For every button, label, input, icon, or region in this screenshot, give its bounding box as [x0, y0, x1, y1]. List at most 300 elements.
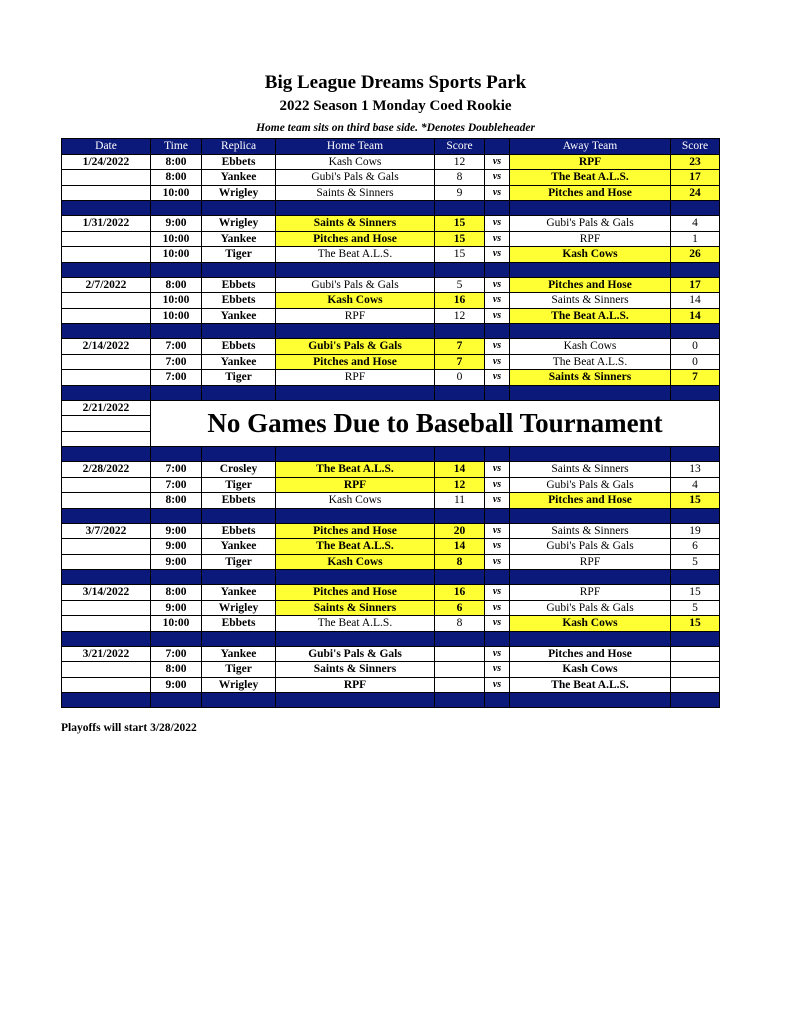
game-row [62, 662, 720, 678]
date-cell [62, 477, 151, 493]
col-away-header: Away Team [510, 139, 671, 155]
date-cell [62, 170, 151, 186]
separator-cell [510, 201, 671, 216]
away-team-cell: Kash Cows [510, 616, 671, 632]
separator-cell [671, 262, 720, 277]
date-cell: 2/7/2022 [62, 277, 151, 293]
separator-cell [485, 447, 510, 462]
game-row [62, 216, 720, 232]
replica-cell: Ebbets [202, 339, 276, 355]
vs-cell: vs [485, 293, 510, 309]
time-cell: 8:00 [151, 662, 202, 678]
game-row [62, 185, 720, 201]
separator-cell [276, 201, 435, 216]
separator-cell [62, 447, 151, 462]
time-cell: 8:00 [151, 585, 202, 601]
home-score-cell: 14 [435, 462, 485, 478]
home-score-cell: 16 [435, 585, 485, 601]
separator-cell [485, 508, 510, 523]
game-row [62, 154, 720, 170]
date-cell: 3/14/2022 [62, 585, 151, 601]
vs-cell: vs [485, 523, 510, 539]
page-subtitle: 2022 Season 1 Monday Coed Rookie [279, 98, 512, 114]
game-row [62, 247, 720, 263]
home-score-cell: 8 [435, 616, 485, 632]
date-cell [62, 600, 151, 616]
home-team-cell: Saints & Sinners [276, 600, 435, 616]
replica-cell: Tiger [202, 662, 276, 678]
separator-cell [485, 631, 510, 646]
time-cell: 8:00 [151, 170, 202, 186]
separator-cell [485, 201, 510, 216]
home-team-cell: Kash Cows [276, 154, 435, 170]
vs-cell: vs [485, 677, 510, 693]
game-row [62, 339, 720, 355]
home-team-cell: RPF [276, 308, 435, 324]
away-team-cell: Pitches and Hose [510, 185, 671, 201]
vs-cell: vs [485, 646, 510, 662]
vs-cell: vs [485, 308, 510, 324]
home-score-cell: 8 [435, 554, 485, 570]
home-team-cell: Gubi's Pals & Gals [276, 646, 435, 662]
home-score-cell: 12 [435, 154, 485, 170]
separator-cell [485, 262, 510, 277]
away-team-cell: The Beat A.L.S. [510, 170, 671, 186]
away-team-cell: Pitches and Hose [510, 277, 671, 293]
replica-cell: Wrigley [202, 677, 276, 693]
schedule-table [61, 138, 720, 708]
separator-cell [62, 201, 151, 216]
date-cell [62, 247, 151, 263]
separator-cell [435, 201, 485, 216]
vs-cell: vs [485, 554, 510, 570]
separator-cell [276, 631, 435, 646]
replica-cell: Ebbets [202, 277, 276, 293]
home-score-cell: 15 [435, 216, 485, 232]
home-team-cell: Pitches and Hose [276, 523, 435, 539]
away-team-cell: The Beat A.L.S. [510, 308, 671, 324]
week-separator [62, 570, 720, 585]
time-cell: 7:00 [151, 477, 202, 493]
game-row [62, 554, 720, 570]
col-away-score-header: Score [671, 139, 720, 155]
home-team-cell: The Beat A.L.S. [276, 462, 435, 478]
home-score-cell: 16 [435, 293, 485, 309]
time-cell: 10:00 [151, 293, 202, 309]
away-team-cell: RPF [510, 154, 671, 170]
separator-cell [435, 447, 485, 462]
vs-cell: vs [485, 662, 510, 678]
time-cell: 9:00 [151, 216, 202, 232]
separator-cell [151, 262, 202, 277]
time-cell: 9:00 [151, 677, 202, 693]
separator-cell [435, 570, 485, 585]
home-score-cell: 0 [435, 370, 485, 386]
separator-cell [435, 508, 485, 523]
replica-cell: Ebbets [202, 154, 276, 170]
week-separator [62, 262, 720, 277]
week-separator [62, 201, 720, 216]
replica-cell: Ebbets [202, 493, 276, 509]
away-team-cell: Pitches and Hose [510, 493, 671, 509]
home-score-cell: 20 [435, 523, 485, 539]
away-team-cell: Saints & Sinners [510, 462, 671, 478]
separator-cell [510, 324, 671, 339]
vs-cell: vs [485, 585, 510, 601]
time-cell: 7:00 [151, 462, 202, 478]
separator-cell [435, 693, 485, 708]
away-score-cell: 0 [671, 339, 720, 355]
date-cell: 2/21/2022 [62, 400, 151, 416]
game-row [62, 370, 720, 386]
separator-cell [510, 631, 671, 646]
away-score-cell: 17 [671, 277, 720, 293]
vs-cell: vs [485, 154, 510, 170]
away-team-cell: RPF [510, 585, 671, 601]
page-note: Home team sits on third base side. *Denotes Doubleheader [256, 122, 535, 134]
separator-cell [671, 631, 720, 646]
page-title: Big League Dreams Sports Park [264, 72, 527, 93]
separator-cell [202, 631, 276, 646]
separator-cell [151, 693, 202, 708]
separator-cell [151, 631, 202, 646]
away-score-cell: 19 [671, 523, 720, 539]
game-row [62, 646, 720, 662]
date-cell: 2/14/2022 [62, 339, 151, 355]
time-cell: 7:00 [151, 354, 202, 370]
col-time-header: Time [151, 139, 202, 155]
separator-cell [485, 693, 510, 708]
replica-cell: Yankee [202, 539, 276, 555]
separator-cell [671, 324, 720, 339]
home-team-cell: Saints & Sinners [276, 662, 435, 678]
away-score-cell: 14 [671, 293, 720, 309]
vs-cell: vs [485, 216, 510, 232]
separator-cell [62, 693, 151, 708]
date-cell: 3/21/2022 [62, 646, 151, 662]
empty-date-cell [62, 416, 151, 432]
separator-cell [671, 447, 720, 462]
vs-cell: vs [485, 354, 510, 370]
home-score-cell: 14 [435, 539, 485, 555]
replica-cell: Crosley [202, 462, 276, 478]
separator-cell [62, 570, 151, 585]
home-score-cell [435, 677, 485, 693]
replica-cell: Yankee [202, 646, 276, 662]
week-separator [62, 631, 720, 646]
replica-cell: Ebbets [202, 523, 276, 539]
away-score-cell: 7 [671, 370, 720, 386]
home-score-cell: 7 [435, 354, 485, 370]
home-team-cell: RPF [276, 677, 435, 693]
home-score-cell: 7 [435, 339, 485, 355]
replica-cell: Wrigley [202, 600, 276, 616]
vs-cell: vs [485, 231, 510, 247]
away-score-cell: 4 [671, 216, 720, 232]
vs-cell: vs [485, 370, 510, 386]
separator-cell [276, 262, 435, 277]
vs-cell: vs [485, 477, 510, 493]
date-cell: 2/28/2022 [62, 462, 151, 478]
date-cell [62, 539, 151, 555]
vs-cell: vs [485, 170, 510, 186]
schedule-grid [61, 138, 719, 708]
home-team-cell: RPF [276, 477, 435, 493]
replica-cell: Yankee [202, 354, 276, 370]
home-team-cell: Saints & Sinners [276, 216, 435, 232]
time-cell: 8:00 [151, 277, 202, 293]
time-cell: 10:00 [151, 185, 202, 201]
away-team-cell: Kash Cows [510, 247, 671, 263]
col-home-score-header: Score [435, 139, 485, 155]
away-score-cell: 23 [671, 154, 720, 170]
separator-cell [435, 385, 485, 400]
home-score-cell: 15 [435, 247, 485, 263]
separator-cell [151, 201, 202, 216]
game-row [62, 585, 720, 601]
away-score-cell: 1 [671, 231, 720, 247]
separator-cell [276, 693, 435, 708]
time-cell: 9:00 [151, 600, 202, 616]
time-cell: 10:00 [151, 247, 202, 263]
game-row [62, 523, 720, 539]
away-team-cell: Gubi's Pals & Gals [510, 539, 671, 555]
away-score-cell [671, 646, 720, 662]
separator-cell [485, 385, 510, 400]
replica-cell: Wrigley [202, 185, 276, 201]
replica-cell: Tiger [202, 247, 276, 263]
away-team-cell: Gubi's Pals & Gals [510, 216, 671, 232]
col-vs-header [485, 139, 510, 155]
separator-cell [151, 447, 202, 462]
separator-cell [202, 262, 276, 277]
replica-cell: Tiger [202, 554, 276, 570]
date-cell [62, 354, 151, 370]
separator-cell [202, 508, 276, 523]
separator-cell [510, 508, 671, 523]
separator-cell [671, 693, 720, 708]
replica-cell: Ebbets [202, 616, 276, 632]
replica-cell: Yankee [202, 308, 276, 324]
replica-cell: Yankee [202, 170, 276, 186]
away-score-cell: 4 [671, 477, 720, 493]
away-team-cell: Kash Cows [510, 662, 671, 678]
date-cell [62, 185, 151, 201]
vs-cell: vs [485, 462, 510, 478]
empty-date-cell [62, 431, 151, 447]
date-cell: 3/7/2022 [62, 523, 151, 539]
date-cell [62, 231, 151, 247]
home-team-cell: The Beat A.L.S. [276, 247, 435, 263]
week-separator [62, 693, 720, 708]
game-row [62, 600, 720, 616]
schedule-body [62, 154, 720, 708]
date-cell: 1/24/2022 [62, 154, 151, 170]
game-row [62, 462, 720, 478]
separator-cell [435, 262, 485, 277]
home-score-cell: 5 [435, 277, 485, 293]
separator-cell [202, 447, 276, 462]
separator-cell [276, 324, 435, 339]
separator-cell [276, 508, 435, 523]
away-team-cell: Saints & Sinners [510, 370, 671, 386]
vs-cell: vs [485, 539, 510, 555]
home-score-cell: 12 [435, 308, 485, 324]
week-separator [62, 447, 720, 462]
separator-cell [151, 385, 202, 400]
away-score-cell [671, 662, 720, 678]
away-score-cell: 13 [671, 462, 720, 478]
separator-cell [435, 324, 485, 339]
vs-cell: vs [485, 616, 510, 632]
separator-cell [671, 570, 720, 585]
date-cell [62, 308, 151, 324]
separator-cell [151, 324, 202, 339]
home-score-cell: 9 [435, 185, 485, 201]
replica-cell: Wrigley [202, 216, 276, 232]
away-team-cell: RPF [510, 554, 671, 570]
away-score-cell: 6 [671, 539, 720, 555]
game-row [62, 493, 720, 509]
game-row [62, 539, 720, 555]
separator-cell [485, 570, 510, 585]
home-team-cell: Pitches and Hose [276, 354, 435, 370]
separator-cell [151, 570, 202, 585]
no-games-row [62, 400, 720, 416]
home-team-cell: Pitches and Hose [276, 585, 435, 601]
vs-cell: vs [485, 247, 510, 263]
date-cell: 1/31/2022 [62, 216, 151, 232]
separator-cell [62, 385, 151, 400]
away-team-cell: Saints & Sinners [510, 293, 671, 309]
game-row [62, 477, 720, 493]
separator-cell [276, 570, 435, 585]
home-team-cell: RPF [276, 370, 435, 386]
vs-cell: vs [485, 277, 510, 293]
separator-cell [510, 262, 671, 277]
separator-cell [671, 508, 720, 523]
separator-cell [276, 447, 435, 462]
away-team-cell: Pitches and Hose [510, 646, 671, 662]
home-score-cell: 11 [435, 493, 485, 509]
separator-cell [510, 570, 671, 585]
home-score-cell: 6 [435, 600, 485, 616]
date-cell [62, 616, 151, 632]
away-score-cell [671, 677, 720, 693]
away-team-cell: The Beat A.L.S. [510, 354, 671, 370]
date-cell [62, 677, 151, 693]
time-cell: 10:00 [151, 308, 202, 324]
away-team-cell: Gubi's Pals & Gals [510, 600, 671, 616]
separator-cell [62, 631, 151, 646]
home-score-cell [435, 662, 485, 678]
away-team-cell: RPF [510, 231, 671, 247]
vs-cell: vs [485, 600, 510, 616]
separator-cell [62, 508, 151, 523]
game-row [62, 293, 720, 309]
week-separator [62, 385, 720, 400]
header-row [62, 139, 720, 155]
separator-cell [62, 324, 151, 339]
home-score-cell: 8 [435, 170, 485, 186]
separator-cell [202, 385, 276, 400]
home-team-cell: Kash Cows [276, 493, 435, 509]
separator-cell [671, 385, 720, 400]
date-cell [62, 293, 151, 309]
col-replica-header: Replica [202, 139, 276, 155]
home-score-cell: 15 [435, 231, 485, 247]
date-cell [62, 493, 151, 509]
separator-cell [62, 262, 151, 277]
replica-cell: Tiger [202, 370, 276, 386]
replica-cell: Yankee [202, 585, 276, 601]
col-date-header: Date [62, 139, 151, 155]
vs-cell: vs [485, 339, 510, 355]
home-team-cell: The Beat A.L.S. [276, 539, 435, 555]
separator-cell [202, 324, 276, 339]
separator-cell [202, 201, 276, 216]
away-team-cell: The Beat A.L.S. [510, 677, 671, 693]
away-score-cell: 26 [671, 247, 720, 263]
no-games-banner: No Games Due to Baseball Tournament [151, 400, 720, 447]
time-cell: 7:00 [151, 646, 202, 662]
away-score-cell: 15 [671, 616, 720, 632]
home-team-cell: The Beat A.L.S. [276, 616, 435, 632]
time-cell: 7:00 [151, 370, 202, 386]
game-row [62, 277, 720, 293]
time-cell: 7:00 [151, 339, 202, 355]
home-score-cell: 12 [435, 477, 485, 493]
home-team-cell: Pitches and Hose [276, 231, 435, 247]
separator-cell [485, 324, 510, 339]
replica-cell: Ebbets [202, 293, 276, 309]
away-score-cell: 14 [671, 308, 720, 324]
game-row [62, 308, 720, 324]
game-row [62, 170, 720, 186]
away-team-cell: Gubi's Pals & Gals [510, 477, 671, 493]
replica-cell: Yankee [202, 231, 276, 247]
time-cell: 8:00 [151, 154, 202, 170]
away-score-cell: 0 [671, 354, 720, 370]
away-score-cell: 15 [671, 493, 720, 509]
home-team-cell: Gubi's Pals & Gals [276, 277, 435, 293]
col-home-header: Home Team [276, 139, 435, 155]
game-row [62, 354, 720, 370]
time-cell: 8:00 [151, 493, 202, 509]
home-team-cell: Gubi's Pals & Gals [276, 170, 435, 186]
date-cell [62, 662, 151, 678]
home-team-cell: Kash Cows [276, 293, 435, 309]
away-score-cell: 5 [671, 554, 720, 570]
game-row [62, 677, 720, 693]
game-row [62, 616, 720, 632]
away-score-cell: 17 [671, 170, 720, 186]
time-cell: 9:00 [151, 523, 202, 539]
time-cell: 10:00 [151, 616, 202, 632]
separator-cell [202, 693, 276, 708]
week-separator [62, 324, 720, 339]
away-score-cell: 24 [671, 185, 720, 201]
away-score-cell: 5 [671, 600, 720, 616]
date-cell [62, 370, 151, 386]
week-separator [62, 508, 720, 523]
date-cell [62, 554, 151, 570]
away-team-cell: Kash Cows [510, 339, 671, 355]
playoffs-note: Playoffs will start 3/28/2022 [61, 722, 197, 734]
separator-cell [671, 201, 720, 216]
home-team-cell: Gubi's Pals & Gals [276, 339, 435, 355]
time-cell: 10:00 [151, 231, 202, 247]
